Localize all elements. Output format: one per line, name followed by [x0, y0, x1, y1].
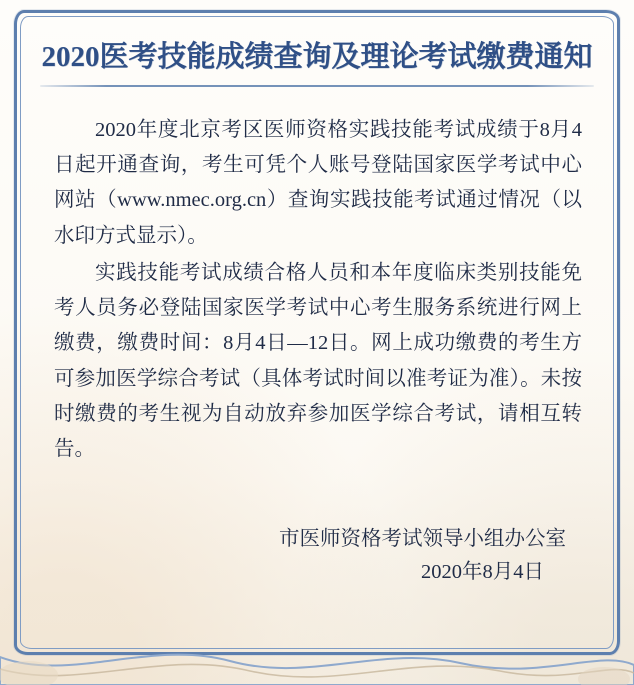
paragraph-1: 2020年度北京考区医师资格实践技能考试成绩于8月4日起开通查询，考生可凭个人账号登陆国家医学考试中心网站（www.nmec.org.cn）查询实践技能考试通过情况（以水印方式显示）。: [54, 118, 582, 247]
title-underline: [40, 85, 594, 87]
issue-date: 2020年8月4日: [421, 561, 544, 584]
notice-body: [34, 113, 600, 468]
paragraph-2: 实践技能考试成绩合格人员和本年度临床类别技能免考人员务必登陆国家医学考试中心考生服务系统进行网上缴费，缴费时间：8月4日—12日。网上成功缴费的考生方可参加医学综合考试（具体考试时间以准考证为准）。未按时缴费的考生视为自动放弃参加医学综合考试，请相互转告。: [54, 261, 582, 461]
page-title: 2020医考技能成绩查询及理论考试缴费通知: [41, 41, 593, 73]
notice-content: [34, 26, 600, 639]
signature-block: [34, 523, 600, 589]
issuing-office: 市医师资格考试领导小组办公室: [279, 528, 566, 551]
